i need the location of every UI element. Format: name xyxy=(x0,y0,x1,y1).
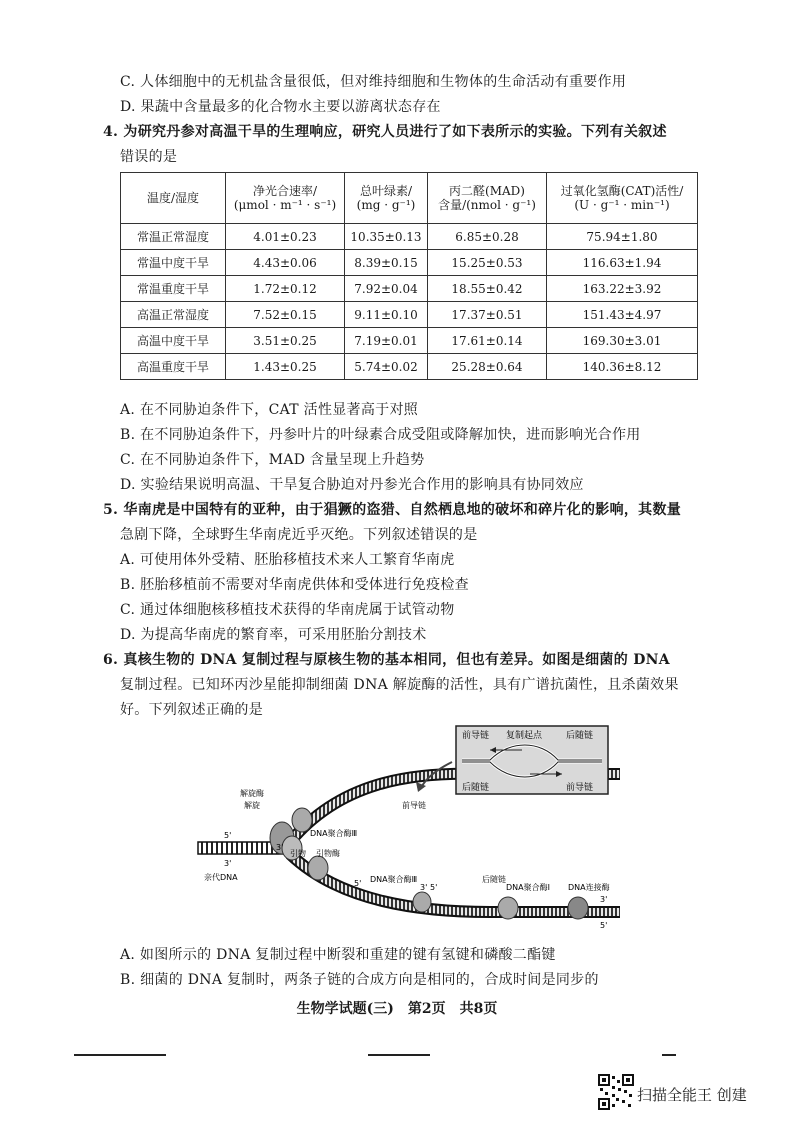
table-cell: 高温正常湿度 xyxy=(121,302,226,328)
header-net-photosynthesis: 净光合速率/ (μmol · m⁻¹ · s⁻¹) xyxy=(226,173,345,224)
q6-stem-line3: 好。下列叙述正确的是 xyxy=(120,702,263,718)
ligase-enzyme xyxy=(568,897,588,919)
table-header-row xyxy=(121,173,698,224)
table-cell: 常温中度干旱 xyxy=(121,250,226,276)
label-five-prime-d: 5' xyxy=(600,921,608,930)
q4-option-d: D. 实验结果说明高温、干旱复合胁迫对丹参光合作用的影响具有协同效应 xyxy=(120,477,584,493)
q5-option-b: B. 胚胎移植前不需要对华南虎供体和受体进行免疫检查 xyxy=(120,577,469,593)
label-leading: 前导链 xyxy=(402,801,426,810)
label-pol3-top: DNA聚合酶Ⅲ xyxy=(310,829,358,838)
label-pol1: DNA聚合酶Ⅰ xyxy=(506,883,550,892)
table-cell: 3.51±0.25 xyxy=(226,328,345,354)
table-cell: 4.01±0.23 xyxy=(226,224,345,250)
q5-stem-line1: 5. 华南虎是中国特有的亚种，由于猖獗的盗猎、自然栖息地的破坏和碎片化的影响，其数量 xyxy=(103,502,682,518)
bottom-rule-right xyxy=(662,1054,676,1056)
table-cell: 9.11±0.10 xyxy=(345,302,428,328)
table-cell: 1.72±0.12 xyxy=(226,276,345,302)
label-three-prime-b: 3' xyxy=(276,843,284,852)
table-cell: 常温重度干旱 xyxy=(121,276,226,302)
q6-stem-line1: 6. 真核生物的 DNA 复制过程与原核生物的基本相同，但也有差异。如图是细菌的 DNA xyxy=(103,652,670,668)
table-row xyxy=(121,354,698,380)
bottom-rule-left xyxy=(74,1054,166,1056)
qr-code-icon xyxy=(598,1074,634,1110)
label-primase: 引物酶 xyxy=(316,849,340,858)
table-cell: 1.43±0.25 xyxy=(226,354,345,380)
page-footer: 生物学试题(三) 第2页 共8页 xyxy=(296,1001,498,1017)
table-cell: 75.94±1.80 xyxy=(547,224,698,250)
table-row xyxy=(121,224,698,250)
polymerase-one xyxy=(498,897,518,919)
table-cell: 116.63±1.94 xyxy=(547,250,698,276)
q5-option-a: A. 可使用体外受精、胚胎移植技术来人工繁育华南虎 xyxy=(120,552,455,568)
header-cat: 过氧化氢酶(CAT)活性/ (U · g⁻¹ · min⁻¹) xyxy=(547,173,698,224)
table-row xyxy=(121,250,698,276)
dna-replication-figure xyxy=(190,722,620,936)
primase-enzyme xyxy=(308,856,328,880)
q4-option-b: B. 在不同胁迫条件下，丹参叶片的叶绿素合成受阻或降解加快，进而影响光合作用 xyxy=(120,427,641,443)
q6-stem-line2: 复制过程。已知环丙沙星能抑制细菌 DNA 解旋酶的活性，具有广谱抗菌性，且杀菌效果 xyxy=(120,677,679,693)
q3-option-d: D. 果蔬中含量最多的化合物水主要以游离状态存在 xyxy=(120,99,441,115)
bottom-rule-middle xyxy=(368,1054,430,1056)
label-pol3-bottom: DNA聚合酶Ⅲ xyxy=(370,875,418,884)
inset-lagging-bottom: 后随链 xyxy=(462,783,490,793)
label-five-prime-a: 5' xyxy=(224,831,232,840)
inset-lagging-top: 后随链 xyxy=(566,731,594,741)
table-cell: 15.25±0.53 xyxy=(428,250,547,276)
table-cell: 8.39±0.15 xyxy=(345,250,428,276)
inset-leading-top: 前导链 xyxy=(462,731,490,741)
q6-option-b: B. 细菌的 DNA 复制时，两条子链的合成方向是相同的，合成时间是同步的 xyxy=(120,972,599,988)
table-row xyxy=(121,328,698,354)
polymerase-three-top xyxy=(292,808,312,832)
label-three-prime-c: 3' xyxy=(420,883,428,892)
table-cell: 6.85±0.28 xyxy=(428,224,547,250)
q4-option-a: A. 在不同胁迫条件下，CAT 活性显著高于对照 xyxy=(120,402,419,418)
table-cell: 169.30±3.01 xyxy=(547,328,698,354)
label-five-prime-c: 5' xyxy=(430,883,438,892)
table-cell: 17.37±0.51 xyxy=(428,302,547,328)
label-helicase: 解旋酶 xyxy=(240,789,264,798)
table-cell: 7.92±0.04 xyxy=(345,276,428,302)
table-cell: 高温中度干旱 xyxy=(121,328,226,354)
q6-option-a: A. 如图所示的 DNA 复制过程中断裂和重建的键有氢键和磷酸二酯键 xyxy=(120,947,556,963)
label-lagging: 后随链 xyxy=(482,875,506,884)
inset-origin: 复制起点 xyxy=(506,731,543,741)
experiment-table xyxy=(120,172,698,380)
table-cell: 25.28±0.64 xyxy=(428,354,547,380)
label-parent-dna: 亲代DNA xyxy=(204,873,238,882)
q5-option-d: D. 为提高华南虎的繁育率，可采用胚胎分割技术 xyxy=(120,627,427,643)
table-cell: 5.74±0.02 xyxy=(345,354,428,380)
label-five-prime-b: 5' xyxy=(354,879,362,888)
label-ligase: DNA连接酶 xyxy=(568,883,610,892)
polymerase-three-bottom xyxy=(413,892,431,912)
scanner-watermark: 扫描全能王 创建 xyxy=(637,1086,747,1104)
table-cell: 18.55±0.42 xyxy=(428,276,547,302)
table-cell: 140.36±8.12 xyxy=(547,354,698,380)
table-cell: 163.22±3.92 xyxy=(547,276,698,302)
table-cell: 10.35±0.13 xyxy=(345,224,428,250)
label-three-prime-a: 3' xyxy=(224,859,232,868)
table-cell: 常温正常湿度 xyxy=(121,224,226,250)
table-row xyxy=(121,276,698,302)
table-cell: 4.43±0.06 xyxy=(226,250,345,276)
q4-stem-line1: 4. 为研究丹参对高温干旱的生理响应，研究人员进行了如下表所示的实验。下列有关叙述 xyxy=(103,124,667,140)
inset-leading-bottom: 前导链 xyxy=(566,783,594,793)
q3-option-c: C. 人体细胞中的无机盐含量很低，但对维持细胞和生物体的生命活动有重要作用 xyxy=(120,74,627,90)
table-cell: 高温重度干旱 xyxy=(121,354,226,380)
label-three-prime-d: 3' xyxy=(600,895,608,904)
table-cell: 151.43±4.97 xyxy=(547,302,698,328)
q5-stem-line2: 急剧下降，全球野生华南虎近乎灭绝。下列叙述错误的是 xyxy=(120,527,478,543)
q4-stem-line2: 错误的是 xyxy=(120,149,178,165)
header-total-chlorophyll: 总叶绿素/ (mg · g⁻¹) xyxy=(345,173,428,224)
label-unwinding: 解旋 xyxy=(244,801,260,810)
header-temp-humidity: 温度/湿度 xyxy=(121,173,226,224)
q5-option-c: C. 通过体细胞核移植技术获得的华南虎属于试管动物 xyxy=(120,602,455,618)
table-cell: 17.61±0.14 xyxy=(428,328,547,354)
header-mad: 丙二醛(MAD) 含量/(nmol · g⁻¹) xyxy=(428,173,547,224)
table-row xyxy=(121,302,698,328)
q4-option-c: C. 在不同胁迫条件下，MAD 含量呈现上升趋势 xyxy=(120,452,425,468)
table-cell: 7.52±0.15 xyxy=(226,302,345,328)
label-primer: 引物 xyxy=(290,849,306,858)
table-cell: 7.19±0.01 xyxy=(345,328,428,354)
